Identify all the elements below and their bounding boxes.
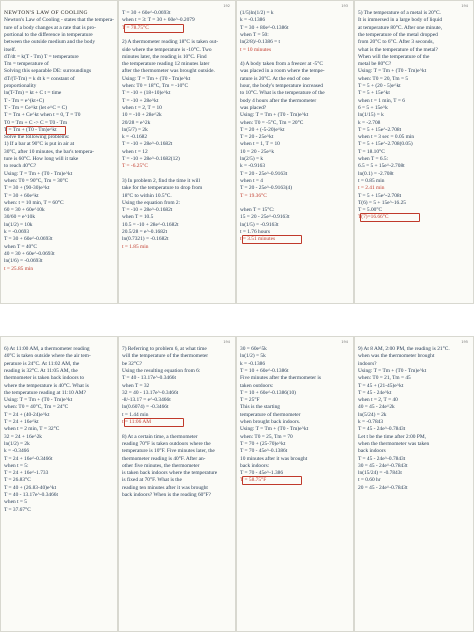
note-line: when T = 32	[122, 382, 150, 389]
note-line: T - Tm = e^(kt+C)	[4, 97, 45, 104]
note-line: taken outdoors:	[240, 382, 274, 389]
answer-box	[6, 126, 66, 135]
note-line: T = 24 + (40-24)e^kt	[4, 411, 50, 418]
notebook-page	[236, 336, 354, 632]
note-line: 18°C to within 10.5°C.	[122, 192, 172, 199]
note-line: when: t = 10 min, T = 60°C	[4, 199, 64, 206]
note-line: 9) At 8 AM, 2:00 PM, the reading is 21°C.	[358, 346, 450, 352]
note-line: T = 45 + (21-45)e^kt	[358, 382, 404, 389]
page-number: 194	[341, 340, 348, 344]
note-line: back indoors	[358, 448, 386, 455]
note-line: T = 70 - 45e^-0.1386t	[240, 448, 288, 455]
note-line: rature is 20°C. At the end of one	[240, 75, 310, 82]
note-line: t = 2.41 min	[358, 185, 385, 192]
note-line: when T = 6.5:	[358, 156, 389, 162]
note-line: t = 3.51 minutes	[240, 236, 276, 243]
note-line: Using: T = Tm + (T0 - Tm)e^kt	[240, 426, 309, 433]
note-line: itself.	[4, 46, 17, 53]
note-line: 6.5 = 5 + 15e^-2.708t	[358, 163, 405, 170]
answer-box	[242, 235, 302, 244]
note-line: k = -2.708	[358, 119, 381, 126]
note-line: be 32°C?	[122, 360, 142, 367]
note-line: ln(15/24) = -0.7843t	[358, 470, 402, 477]
note-line: T = 18.10°C	[358, 148, 385, 155]
note-line: 30 = 45 - 24e^-0.7843t	[358, 462, 408, 469]
note-line: when: T0 = -5°C, Tm = 20°C	[240, 119, 304, 126]
note-line: 40 = 30 + 60e^-0.0693t	[4, 250, 55, 257]
note-line: after the thermometer was brought outside.	[122, 68, 215, 75]
note-line: Solve the following problems:	[4, 134, 70, 141]
note-line: T = 5 + 15e^-2.708(0.05)	[358, 141, 413, 148]
note-line: when t = 3: T = 30 + 60e^-0.2079	[122, 17, 195, 24]
note-line: ln(1/15) = k	[358, 112, 384, 119]
note-line: T = 20 - 25e^kt	[240, 134, 274, 141]
note-line: when t = 1, T = 10	[240, 141, 280, 148]
note-line: T0 = Tm + C -> C = T0 - Tm	[4, 119, 68, 126]
note-line: where the temperature is 40°C. What is	[4, 382, 89, 389]
note-line: T = 5 + (20 - 5)e^kt	[358, 83, 401, 89]
note-line: 32 = 40 - 13.17e^-0.3466t	[122, 389, 179, 396]
note-line: temperature is 10°F. Five minutes later, the	[122, 448, 215, 455]
note-line: Using: T = Tm + (T0 - Tm)e^kt	[358, 68, 427, 75]
note-line: ture is 60°C. How long will it take	[4, 156, 79, 162]
note-line: 60 = 30 + 60e^10k	[4, 207, 45, 214]
note-line: 40°C is taken outside where the air tem-	[4, 353, 91, 360]
note-line: T = 24 + 16e^kt	[4, 419, 39, 425]
note-line: proportionality	[4, 83, 37, 89]
note-line: Using: T = Tm + (T0 - Tm)e^kt	[122, 75, 191, 82]
notebook-page	[0, 0, 118, 304]
note-line: take for the temperature to drop from	[122, 185, 203, 192]
note-line: when was the thermometer brought	[358, 353, 435, 360]
note-line: T = 37.67°C	[4, 506, 31, 513]
note-line: when t = 5:	[4, 462, 29, 469]
note-line: (1/5)ln(1/2) = k	[240, 10, 274, 16]
note-line: what is the temperature of the metal?	[358, 46, 438, 53]
note-line: T = 25°F	[240, 397, 260, 404]
note-line: when T = 15°C:	[240, 207, 275, 214]
note-line: ln(T-Tm) = kt + C t = time	[4, 90, 62, 97]
note-line: Using: T = Tm + (T0 - Tm)e^kt	[358, 367, 427, 374]
note-line: when: T0 = 25, Tm = 70	[240, 433, 293, 440]
page-number: 193	[341, 4, 348, 8]
note-line: T(7)=16.66°C	[358, 214, 389, 221]
note-line: will the temperature of the thermometer	[122, 353, 209, 360]
note-line: the temperature of the metal dropped	[358, 31, 438, 38]
note-line: T(6) = 5 + 15e^-16.25	[358, 199, 406, 206]
note-line: Using: T = Tm + (T0 - Tm)e^kt	[4, 170, 73, 177]
notebook-page	[118, 0, 236, 304]
note-line: 8) At a certain time, a thermometer	[122, 433, 198, 440]
note-line: when T = 10.5	[122, 214, 154, 221]
page-number: 195	[461, 340, 468, 344]
note-line: t = 25.85 min	[4, 265, 34, 272]
note-line: the temperature reading 12 minutes later	[122, 61, 210, 68]
notebook-page	[118, 336, 236, 632]
note-line: T = 20 - 25e^-0.9163t	[240, 170, 288, 177]
note-line: body 4 hours after the thermometer	[240, 97, 317, 104]
note-line: T = 40 - 13.17e^-0.3466t	[4, 492, 58, 498]
note-line: T - Tm = Ce^kt (let e^C = C)	[4, 104, 68, 111]
note-line: Using: T = Tm + (T0 - Tm)e^kt	[4, 397, 73, 404]
note-line: k = -0.9163	[240, 163, 266, 170]
note-line: other five minutes, the thermometer	[122, 462, 200, 469]
note-line: ln(1/6) = -0.0693t	[4, 258, 43, 265]
note-line: 10 minutes after it was brought	[240, 455, 308, 462]
note-line: when T = 50:	[240, 31, 269, 38]
note-line: when: T0 = 21, Tm = 45	[358, 375, 411, 382]
note-line: ture of a body changes at a rate that is pro-	[4, 24, 96, 31]
note-line: T = 20 + (-5-20)e^kt	[240, 126, 285, 133]
notebook-page	[0, 336, 118, 632]
note-line: T = Tm + (T0 - Tm)e^kt	[4, 126, 57, 133]
note-line: T = -10 + (18+10)e^kt	[122, 90, 171, 97]
note-line: when t = 3 sec = 0.05 min	[358, 134, 415, 141]
note-line: back indoors:	[240, 462, 270, 469]
note-line: at temperature 80°C. After one minute,	[358, 24, 443, 31]
note-line: dT/(T-Tm) = k dt k = constant of	[4, 75, 75, 82]
note-line: when t = 1 min, T = 6	[358, 97, 405, 104]
note-line: ln(1/5) = -0.9163t	[240, 221, 279, 228]
notebook-page	[236, 0, 354, 304]
note-line: minutes later, the reading is 10°C. Find	[122, 53, 207, 60]
note-line: 40 = 45 - 24e^2k	[358, 404, 395, 411]
note-line: T = 45 - 24e^kt	[358, 389, 392, 396]
note-line: Using the resulting equation from 6:	[122, 367, 201, 374]
note-line: when: T0 = 40°C, Tm = 24°C	[4, 404, 69, 411]
note-line: Let t be the time after 2:00 PM,	[358, 433, 426, 440]
note-line: between the outside medium and the body	[4, 39, 96, 46]
note-line: when t = 2 min, T = 32°C	[4, 426, 60, 433]
note-line: k = -0.1682	[122, 134, 148, 141]
note-line: 4) A body taken from a freezer at -5°C	[240, 61, 323, 68]
note-line: ln(5/7) = 2k	[122, 126, 148, 133]
answer-box	[124, 418, 184, 427]
page-separator	[0, 304, 474, 336]
note-line: side where the temperature is -10°C. Two	[122, 46, 212, 53]
note-line: 32 = 24 + 16e^2k	[4, 433, 42, 440]
note-line: portional to the difference in temperature	[4, 31, 93, 38]
note-line: t = 1.44 min	[122, 411, 149, 418]
answer-box	[124, 24, 184, 33]
note-line: T = 40 + (26.83-40)e^kt	[4, 484, 57, 491]
note-line: dT/dt = k(T - Tm) T = temperature	[4, 53, 79, 60]
page-number: 194	[223, 340, 230, 344]
note-line: ln(1/2) = 2k	[4, 440, 30, 447]
note-line: NEWTON'S LAW OF COOLING	[4, 10, 88, 16]
note-line: T = 24 + 16e^-1.733	[4, 470, 49, 477]
note-line: t = 11:06 AM	[122, 419, 152, 425]
note-line: 5) The temperature of a metal is 20°C.	[358, 10, 441, 16]
note-line: 10 = -10 + 28e^2k	[122, 112, 162, 119]
note-line: when t = 2, T = 40	[358, 397, 398, 404]
note-line: When will the temperature of the	[358, 53, 430, 60]
note-line: indoors?	[358, 360, 377, 367]
note-line: T = -10 + 28e^-0.1682t	[122, 207, 173, 214]
note-line: Tm = temperature of	[4, 61, 49, 68]
note-line: t = 0.60 hr	[358, 477, 381, 484]
note-line: when t = 5	[4, 499, 27, 506]
note-line: T = 24 + 16e^-0.3466t	[4, 455, 53, 462]
note-line: T = 30 + 60e^-0.0693t	[4, 236, 53, 243]
note-line: 30°C, after 10 minutes, the bar's tempera-	[4, 148, 94, 155]
note-line: k = -0.3466	[4, 448, 30, 455]
note-line: 3) In problem 2, find the time it will	[122, 177, 201, 184]
note-line: 6) At 11:00 AM, a thermometer reading	[4, 346, 90, 352]
note-line: when t = 2, T = 10	[122, 104, 162, 111]
note-line: T = 40 - 13.17e^-0.3466t	[122, 375, 176, 382]
note-line: T = 5 + 15e^-2.708t	[358, 126, 402, 133]
note-line: k = -0.0693	[4, 229, 30, 235]
note-line: was placed in a room where the tempe-	[240, 68, 325, 75]
note-line: T = 19.36°C	[240, 192, 267, 199]
note-line: k = -0.1386	[240, 17, 266, 24]
note-line: when: T0 = 20, Tm = 5	[358, 75, 409, 82]
note-line: reading ten minutes after it was brought	[122, 484, 208, 491]
note-line: the temperature reading at 11:10 AM?	[4, 389, 86, 396]
note-line: is taken back indoors where the temperature	[122, 470, 218, 477]
note-line: T = 5.00°C	[358, 207, 383, 214]
note-line: when t = 4	[240, 177, 263, 184]
note-line: ln(0.7321) = -0.1682t	[122, 236, 169, 243]
note-line: temperature of thermometer	[240, 411, 301, 418]
note-line: T = Tm + Ce^kt when t = 0, T = T0	[4, 112, 81, 119]
note-line: T = -10 + 28e^kt	[122, 97, 159, 104]
note-line: T = 45 - 24e^-0.7843t	[358, 426, 406, 433]
note-line: T = -10 + 28e^-0.1682(12)	[122, 156, 180, 162]
note-line: perature is 24°C. At 11:02 AM, the	[4, 360, 80, 367]
note-line: 20 = 45 - 24e^-0.7843t	[358, 484, 408, 491]
note-line: 10.5 = -10 + 28e^-0.1682t	[122, 221, 179, 228]
note-line: t = 1.76 hours	[240, 229, 270, 235]
note-line: It is immersed in a large body of liquid	[358, 17, 443, 24]
note-line: reading 70°F is taken outdoors where the	[122, 440, 211, 447]
note-line: -8/-13.17 = e^-0.3466t	[122, 397, 171, 404]
note-line: T = 45 - 24e^-0.7843t	[358, 455, 406, 462]
note-line: T = 30 + 60e^-0.0693t	[122, 10, 171, 16]
note-line: k = -0.7843	[358, 419, 384, 425]
note-line: when: T0 = 90°C, Tm = 30°C	[4, 177, 69, 184]
note-line: 15 = 20 - 25e^-0.9163t	[240, 214, 290, 221]
note-line: ln(1/2) = 5k	[240, 353, 266, 360]
note-line: t = 0.85 min	[358, 177, 385, 184]
note-line: ln(2/5) = k	[240, 156, 264, 162]
note-line: t = 1.85 min	[122, 243, 149, 250]
note-line: 30/60 = e^10k	[4, 214, 36, 221]
note-line: T = 58.75°F	[240, 477, 267, 484]
note-line: T = 5 + 15e^-2.708t	[358, 192, 402, 199]
note-line: ln(2/8)/-0.1386 = t	[240, 39, 281, 46]
note-line: T = 30 + 80e^-0.1386t	[240, 24, 289, 31]
note-line: when brought back indoors.	[240, 419, 301, 425]
note-line: when the thermometer was taken	[358, 440, 430, 447]
note-line: T = 70 - 45e^-1.386	[240, 470, 284, 477]
note-line: when T = 40°C	[4, 243, 37, 250]
note-line: T = -6.25°C	[122, 163, 148, 170]
note-line: T = 20 - 25e^-0.9163(4)	[240, 185, 293, 192]
note-line: 10 = 20 - 25e^k	[240, 148, 275, 155]
note-line: T = 70 + (25-70)e^kt	[240, 440, 286, 447]
note-line: 2) A thermometer reading 18°C is taken out-	[122, 39, 219, 46]
note-line: ln(0.1) = -2.708t	[358, 170, 394, 177]
note-line: k = -0.1386	[240, 360, 266, 367]
note-line: Using the equation from 2:	[122, 199, 181, 206]
note-line: 30 = 60e^5k	[240, 346, 267, 352]
note-line: when: T0 = 18°C, Tm = -10°C	[122, 83, 189, 89]
note-line: to reach 40°C?	[4, 163, 37, 170]
note-line: is fixed at 70°F. What is the	[122, 477, 182, 484]
note-line: T = 30 + 60e^kt	[4, 192, 39, 199]
note-line: was placed?	[240, 104, 267, 111]
answer-box	[360, 213, 420, 222]
note-line: hour, the body's temperature increased	[240, 83, 323, 89]
notebook-page	[354, 336, 474, 632]
note-line: 7) Referring to problem 6, at what time	[122, 346, 207, 352]
note-line: 6 = 5 + 15e^k	[358, 104, 388, 111]
note-line: This is the starting	[240, 404, 280, 411]
note-line: T = 30 + (90-30)e^kt	[4, 185, 50, 192]
note-line: ln(1/2) = 10k	[4, 221, 33, 228]
note-line: back indoors? When is the reading 60°F?	[122, 492, 211, 498]
note-line: Newton's Law of Cooling - states that the tempera-	[4, 17, 114, 24]
answer-box	[242, 476, 302, 485]
note-line: Using: T = Tm + (T0 - Tm)e^kt	[240, 112, 309, 119]
note-line: Solving this separable DE: surroundings	[4, 68, 92, 75]
notebook-page	[354, 0, 474, 304]
note-line: to 10°C. What is the temperature of the	[240, 90, 325, 97]
note-line: from 20°C to 6°C. After 3 seconds,	[358, 39, 434, 46]
note-line: T = 78.75°C	[122, 24, 149, 31]
note-line: T = 10 + 60e^-0.1386(10)	[240, 389, 296, 396]
note-line: reading is 32°C. At 11:05 AM, the	[4, 367, 78, 374]
page-number: 194	[461, 4, 468, 8]
note-line: thermometer reading is 40°F. After an-	[122, 455, 206, 462]
note-line: T = -10 + 28e^-0.1682t	[122, 141, 173, 148]
note-line: 20/28 = e^2k	[122, 119, 151, 126]
page-number: 192	[223, 4, 230, 8]
note-line: Five minutes after the thermometer is	[240, 375, 321, 382]
note-line: t = 10 minutes	[240, 46, 272, 53]
note-line: metal be 80°C?	[358, 61, 392, 68]
note-line: T = 10 + 60e^-0.1386t	[240, 367, 289, 374]
note-line: ln(5/24) = 2k	[358, 411, 387, 418]
note-line: T = 5 + 15e^kt	[358, 90, 390, 97]
note-line: thermometer is taken back indoors to	[4, 375, 85, 382]
note-line: 1) If a bar at 90°C is put in air at	[4, 141, 75, 148]
note-line: ln(0.6074) = -0.3466t	[122, 404, 169, 411]
note-line: T = 26.83°C	[4, 477, 31, 484]
note-line: 20.5/28 = e^-0.1682t	[122, 229, 168, 235]
note-line: when t = 12	[122, 148, 148, 155]
